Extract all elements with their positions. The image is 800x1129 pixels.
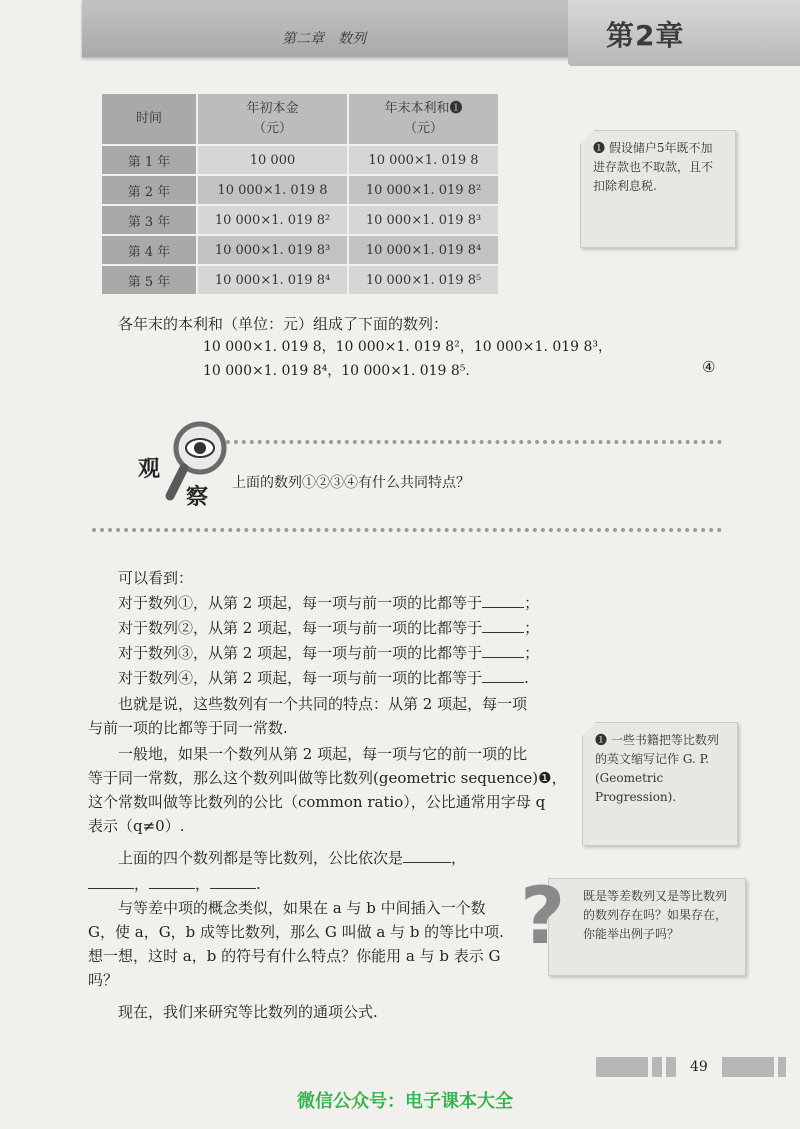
ratio-text: 对于数列③，从第 2 项起，每一项与前一项的比都等于 — [118, 644, 483, 662]
question-mark-icon: ? — [520, 872, 566, 962]
ratio-line-3: 对于数列③，从第 2 项起，每一项与前一项的比都等于 ； — [118, 644, 540, 662]
answer-blank[interactable] — [88, 888, 134, 889]
definition-line: 等于同一常数，那么这个数列叫做等比数列(geometric sequence)❶， — [88, 769, 567, 787]
sequence-intro: 各年末的本利和（单位：元）组成了下面的数列： — [118, 315, 449, 333]
table-cell: 10 000×1. 019 8 — [348, 145, 499, 175]
table-cell: 10 000×1. 019 8⁴ — [197, 265, 348, 294]
footer-bar — [778, 1057, 786, 1077]
ratio-line-2: 对于数列②，从第 2 项起，每一项与前一项的比都等于 ； — [118, 619, 540, 637]
paragraph-line: 表示（q≠0）. — [88, 817, 185, 835]
sequence-number-label: ④ — [702, 358, 716, 376]
table-cell: 10 000×1. 019 8 — [197, 175, 348, 205]
table-cell: 第 4 年 — [102, 235, 197, 265]
table-header-cell: 年末本利和❶ （元） — [348, 94, 499, 145]
table-cell: 第 5 年 — [102, 265, 197, 294]
table-row — [102, 175, 499, 205]
paragraph-line: 这个常数叫做等比数列的公比（common ratio），公比通常用字母 q — [88, 793, 546, 811]
side-note-text: ❶ 假设储户5年既不加进存款也不取款，且不扣除利息税. — [593, 141, 714, 193]
observe-label-char: 观 — [138, 457, 161, 482]
answer-blank[interactable] — [482, 607, 524, 608]
table-row — [102, 145, 499, 175]
table-cell: 10 000×1. 019 8² — [348, 175, 499, 205]
table-header-cell: 年初本金 （元） — [197, 94, 348, 145]
observe-question: 上面的数列①②③④有什么共同特点？ — [232, 475, 470, 491]
table-header-row — [102, 94, 499, 145]
page-number: 49 — [690, 1059, 708, 1075]
paragraph-line: 现在，我们来研究等比数列的通项公式. — [118, 1003, 378, 1021]
ratio-text: 对于数列④，从第 2 项起，每一项与前一项的比都等于 — [118, 669, 483, 687]
header-title: 第二章 数列 — [282, 31, 366, 47]
table-header-cell: 时间 — [102, 94, 197, 145]
ratios-line-2: ， ， . — [88, 872, 261, 896]
observe-label-char: 察 — [186, 485, 209, 510]
table-row — [102, 205, 499, 235]
side-note-savings — [580, 130, 736, 248]
footer-bar — [666, 1057, 676, 1077]
can-see-line: 可以看到： — [118, 569, 194, 587]
answer-blank[interactable] — [403, 862, 451, 863]
chapter-tab — [568, 0, 800, 66]
ratio-line-4: 对于数列④，从第 2 项起，每一项与前一项的比都等于 . — [118, 669, 529, 687]
sequence-line-2: 10 000×1. 019 8⁴，10 000×1. 019 8⁵. — [203, 363, 470, 379]
footer-bar — [722, 1057, 774, 1077]
table-row — [102, 235, 499, 265]
watermark-text: 微信公众号：电子课本大全 — [297, 1091, 513, 1112]
dotted-divider-top — [226, 440, 722, 444]
sequence-line-1: 10 000×1. 019 8，10 000×1. 019 8²，10 000×1. 019 8³， — [203, 339, 613, 355]
dotted-divider-bottom — [92, 528, 722, 532]
side-note-text: 既是等差数列又是等比数列的数列存在吗？如果存在，你能举出例子吗？ — [583, 889, 728, 941]
side-note-gp — [582, 722, 738, 846]
table-cell: 10 000×1. 019 8² — [197, 205, 348, 235]
table-cell: 第 2 年 — [102, 175, 197, 205]
paragraph-line: G，使 a，G，b 成等比数列，那么 G 叫做 a 与 b 的等比中项. — [88, 923, 504, 941]
ratios-line: 上面的四个数列都是等比数列，公比依次是 ， — [118, 849, 467, 867]
table-cell: 第 3 年 — [102, 205, 197, 235]
interest-table — [102, 94, 500, 294]
table-cell: 第 1 年 — [102, 145, 197, 175]
ratio-text: 对于数列①，从第 2 项起，每一项与前一项的比都等于 — [118, 594, 483, 612]
footer-bar — [596, 1057, 648, 1077]
table-cell: 10 000×1. 019 8⁴ — [348, 235, 499, 265]
paragraph-line: 一般地，如果一个数列从第 2 项起，每一项与它的前一项的比 — [118, 745, 528, 763]
footer-bar — [652, 1057, 662, 1077]
ratios-text: 上面的四个数列都是等比数列，公比依次是 — [118, 849, 404, 867]
answer-blank[interactable] — [482, 632, 524, 633]
side-note-text: ❶ 一些书籍把等比数列的英文缩写记作 G. P. (Geometric Progression). — [595, 733, 719, 804]
note-fold-corner — [582, 722, 596, 736]
answer-blank[interactable] — [210, 888, 256, 889]
answer-blank[interactable] — [482, 682, 524, 683]
table-cell: 10 000×1. 019 8⁵ — [348, 265, 499, 294]
answer-blank[interactable] — [482, 657, 524, 658]
table-cell: 10 000×1. 019 8³ — [197, 235, 348, 265]
paragraph-line: 也就是说，这些数列有一个共同的特点：从第 2 项起，每一项 — [118, 695, 528, 713]
table-row — [102, 265, 499, 294]
answer-blank[interactable] — [149, 888, 195, 889]
chapter-tab-label: 第2章 — [606, 19, 685, 52]
table-cell: 10 000 — [197, 145, 348, 175]
note-fold-corner — [580, 130, 594, 144]
paragraph-line: 吗？ — [88, 971, 119, 989]
side-note-question — [548, 878, 746, 976]
paragraph-line: 想一想，这时 a，b 的符号有什么特点？你能用 a 与 b 表示 G — [88, 947, 501, 965]
paragraph-line: 与前一项的比都等于同一常数. — [88, 719, 288, 737]
table-cell: 10 000×1. 019 8³ — [348, 205, 499, 235]
ratio-line-1: 对于数列①，从第 2 项起，每一项与前一项的比都等于 ； — [118, 594, 540, 612]
paragraph-line: 与等差中项的概念类似，如果在 a 与 b 中间插入一个数 — [118, 899, 486, 917]
ratio-text: 对于数列②，从第 2 项起，每一项与前一项的比都等于 — [118, 619, 483, 637]
